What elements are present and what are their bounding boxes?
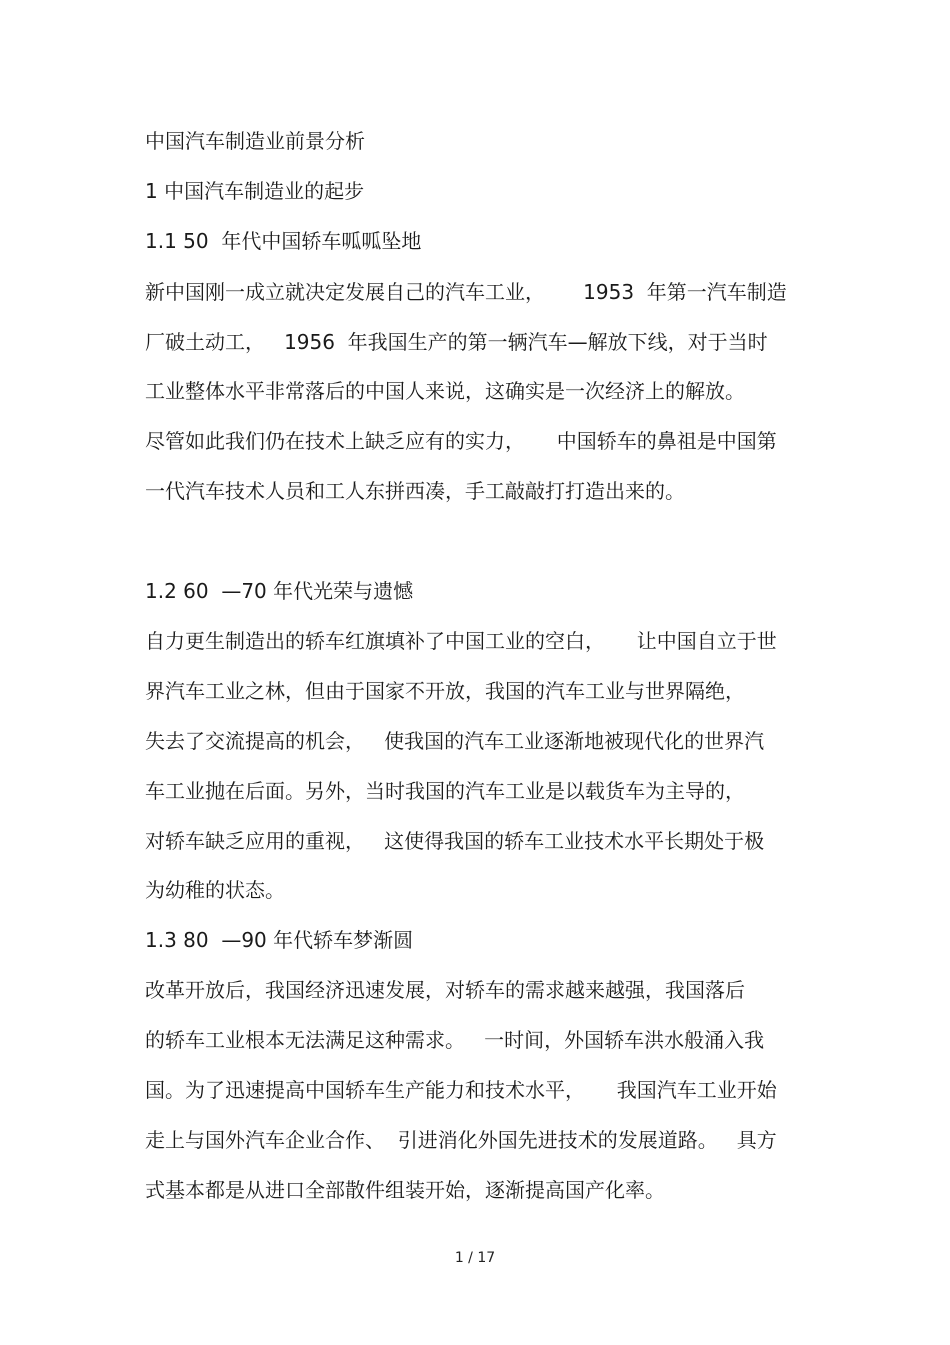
paragraph-line: 界汽车工业之林，但由于国家不开放，我国的汽车工业与世界隔绝，	[145, 679, 745, 703]
paragraph-line: 新中国刚一成立就决定发展自己的汽车工业， 1953 年第一汽车制造	[145, 280, 787, 304]
paragraph-line: 式基本都是从进口全部散件组装开始，逐渐提高国产化率。	[145, 1178, 665, 1202]
subsection-heading: 1.1 50 年代中国轿车呱呱坠地	[145, 229, 422, 253]
section-heading: 1 中国汽车制造业的起步	[145, 179, 365, 203]
paragraph-line: 对轿车缺乏应用的重视， 这使得我国的轿车工业技术水平长期处于极	[145, 829, 765, 853]
subsection-heading: 1.2 60 —70 年代光荣与遗憾	[145, 579, 414, 603]
paragraph-line: 自力更生制造出的轿车红旗填补了中国工业的空白， 让中国自立于世	[145, 629, 777, 653]
paragraph-line: 厂破土动工， 1956 年我国生产的第一辆汽车—解放下线，对于当时	[145, 330, 768, 354]
paragraph-line: 一代汽车技术人员和工人东拼西凑，手工敲敲打打造出来的。	[145, 479, 685, 503]
subsection-heading: 1.3 80 —90 年代轿车梦渐圆	[145, 928, 414, 952]
paragraph-line: 改革开放后，我国经济迅速发展，对轿车的需求越来越强，我国落后	[145, 978, 745, 1002]
document-title: 中国汽车制造业前景分析	[145, 129, 365, 153]
paragraph-line: 的轿车工业根本无法满足这种需求。 一时间，外国轿车洪水般涌入我	[145, 1028, 765, 1052]
paragraph-line: 为幼稚的状态。	[145, 878, 285, 902]
paragraph-line: 走上与国外汽车企业合作、 引进消化外国先进技术的发展道路。 具方	[145, 1128, 777, 1152]
paragraph-line: 工业整体水平非常落后的中国人来说，这确实是一次经济上的解放。	[145, 379, 745, 403]
paragraph-line: 尽管如此我们仍在技术上缺乏应有的实力， 中国轿车的鼻祖是中国第	[145, 429, 777, 453]
paragraph-line: 国。为了迅速提高中国轿车生产能力和技术水平， 我国汽车工业开始	[145, 1078, 777, 1102]
page-number: 1 / 17	[454, 1250, 496, 1266]
paragraph-line: 失去了交流提高的机会， 使我国的汽车工业逐渐地被现代化的世界汽	[145, 729, 765, 753]
paragraph-line: 车工业抛在后面。另外，当时我国的汽车工业是以载货车为主导的，	[145, 779, 745, 803]
